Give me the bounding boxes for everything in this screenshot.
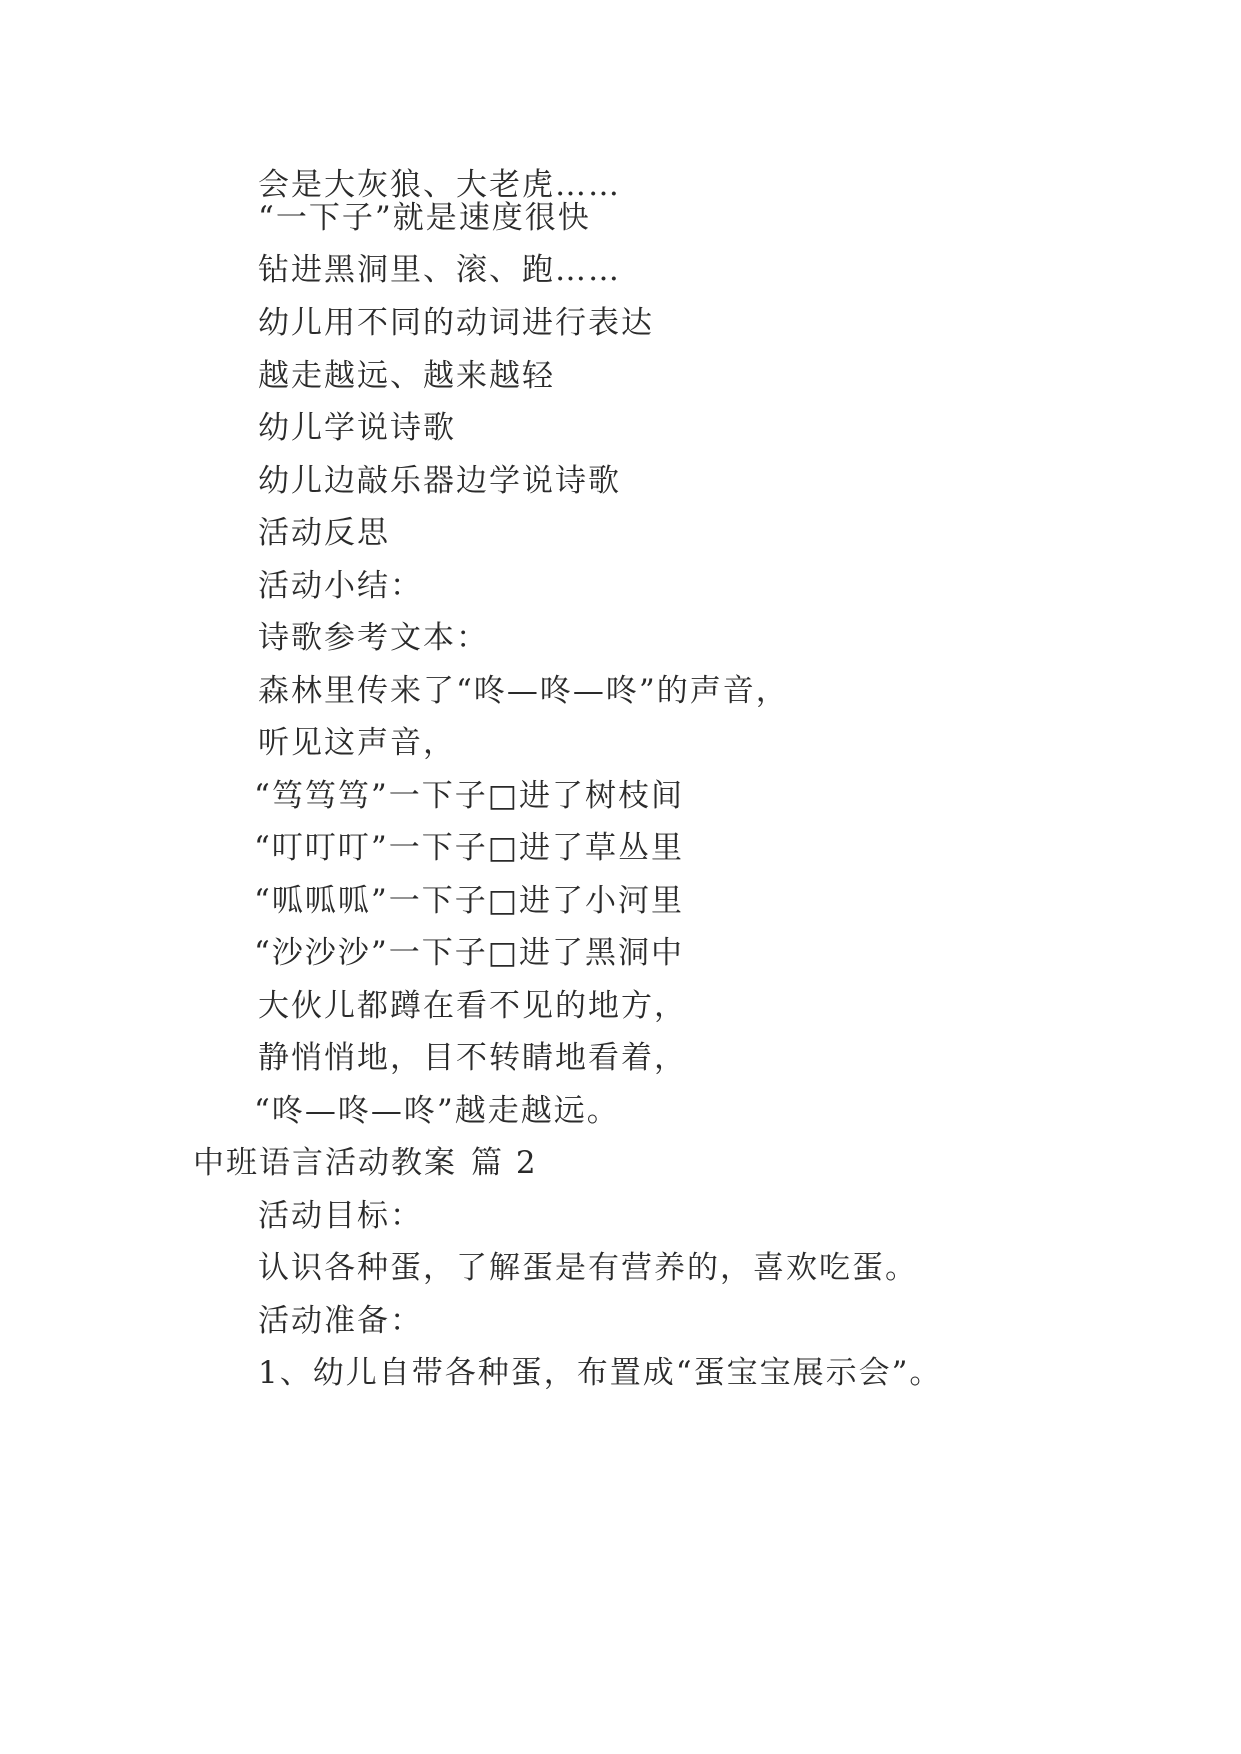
poem-line: “叮叮叮”一下子□进了草丛里: [254, 830, 684, 866]
text-line: 活动反思: [258, 515, 390, 551]
poem-line: “沙沙沙”一下子□进了黑洞中: [254, 935, 684, 971]
text-line: 活动小结：: [258, 568, 423, 604]
text-line: 活动目标：: [258, 1198, 423, 1234]
section-title: 中班语言活动教案: [193, 1145, 457, 1181]
section-heading: [193, 1143, 538, 1183]
text-line: 越走越远、越来越轻: [258, 358, 555, 394]
poem-line: “呱呱呱”一下子□进了小河里: [254, 883, 684, 919]
poem-line: 静悄悄地，目不转睛地看着，: [258, 1040, 687, 1076]
poem-line: 森林里传来了“咚—咚—咚”的声音，: [258, 673, 789, 709]
text-line: 幼儿边敲乐器边学说诗歌: [258, 463, 621, 499]
text-line: 活动准备：: [258, 1303, 423, 1339]
text-line: 幼儿学说诗歌: [258, 410, 456, 446]
text-line: 诗歌参考文本：: [258, 620, 489, 656]
text-line: 认识各种蛋，了解蛋是有营养的，喜欢吃蛋。: [258, 1250, 918, 1286]
poem-line: 听见这声音，: [258, 725, 456, 761]
poem-line: 大伙儿都蹲在看不见的地方，: [258, 988, 687, 1024]
text-line: 1、幼儿自带各种蛋，布置成“蛋宝宝展示会”。: [258, 1355, 943, 1391]
text-line: 钻进黑洞里、滚、跑……: [258, 252, 621, 288]
text-line: 会是大灰狼、大老虎……: [258, 167, 621, 203]
text-line: 幼儿用不同的动词进行表达: [258, 305, 654, 341]
poem-line: “咚—咚—咚”越走越远。: [254, 1093, 620, 1129]
text-line: “一下子”就是速度很快: [258, 200, 591, 236]
section-number: 篇 2: [471, 1145, 538, 1181]
poem-line: “笃笃笃”一下子□进了树枝间: [254, 778, 684, 814]
